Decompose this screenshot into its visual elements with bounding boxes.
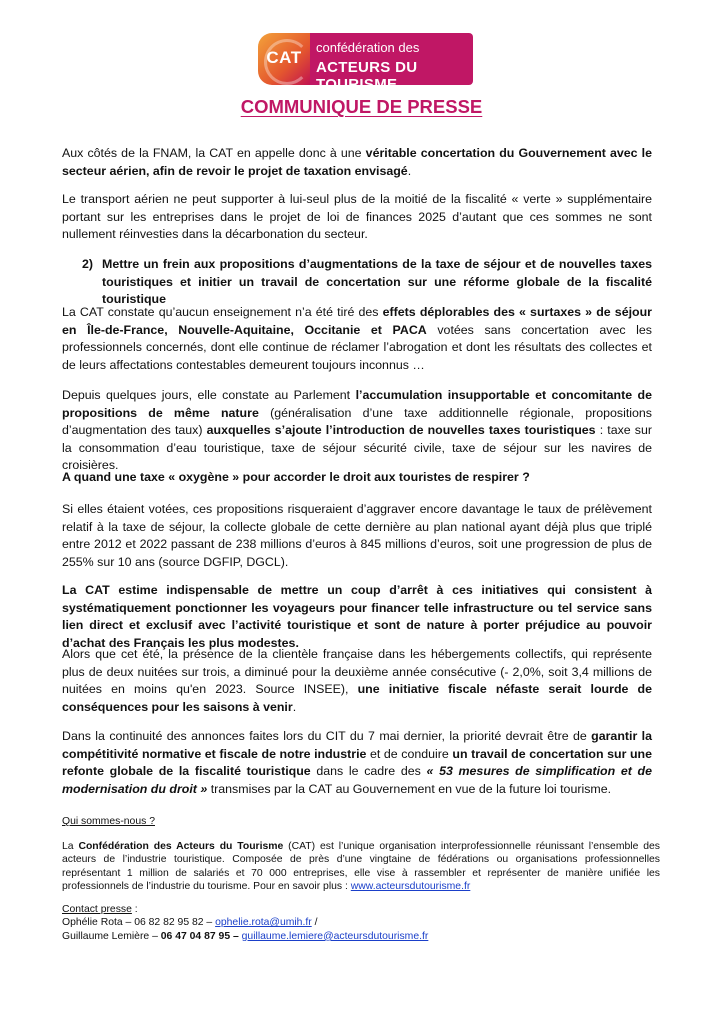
p1-text: Aux côtés de la FNAM, la CAT en appelle donc à une: [62, 146, 366, 160]
logo-wordmark: [310, 33, 473, 93]
logo-mark-text: CAT: [266, 48, 302, 67]
p8-text: Alors que cet été, la présence de la clientèle française dans les hébergements collectifs, qui représente plus de deux nuitées sur trois, a diminué pour la deuxième année consécutive (- 2,0%, soit 3,4 millions de nuitées en moins qu'en 2023. Source INSEE),: [62, 647, 652, 697]
p9-bold-italic: « 53 mesures de simplification et de modernisation du droit »: [62, 764, 652, 796]
about-heading: [62, 815, 660, 828]
p3-bold: effets déplorables des « surtaxes » de séjour en Île-de-France, Nouvelle-Aquitaine, Occitanie et PACA: [62, 305, 652, 337]
paragraph-6: Si elles étaient votées, ces propositions risqueraient d’aggraver encore davantage le taux de prélèvement relatif à la taxe de séjour, la collecte globale de cette dernière au plan national ayant déjà plus que triplé entre 2012 et 2022 passant de 238 millions d’euros à 845 millions d’euros, soit une progression de plus de 255% sur 10 ans (source DGFIP, DGCL).: [62, 502, 652, 569]
p4-bold-1: l’accumulation insupportable et concomitante de propositions de même nature: [62, 388, 652, 420]
item-text: Mettre un frein aux propositions d’augmentations de la taxe de séjour et de nouvelles taxes touristiques et initier un travail de concertation sur une réforme globale de la fiscalité touristique: [102, 257, 652, 307]
p1-bold: véritable concertation du Gouvernement avec le secteur aérien, afin de revoir le projet de taxation envisagé: [62, 146, 652, 178]
page-title: COMMUNIQUE DE PRESSE: [240, 96, 483, 117]
p9-bold-2: un travail de concertation sur une refonte globale de la fiscalité touristique: [62, 746, 653, 779]
contact-block: [62, 903, 660, 943]
logo-line-1: confédération des: [316, 40, 420, 55]
p1-end: .: [407, 163, 412, 178]
p4-end: : taxe sur la consommation d’eau touristique, taxe de séjour sécurité civile, taxe de séjour sur les navires de croisières.: [62, 423, 653, 473]
about-text-start: La: [62, 841, 79, 852]
contact-heading: Contact presse: [62, 904, 132, 915]
p9-bold-1: garantir la compétitivité normative et fiscale de notre industrie: [62, 729, 652, 761]
paragraph-7: La CAT estime indispensable de mettre un coup d’arrêt à ces initiatives qui consistent à systématiquement ponctionner les voyageurs pour financer telle infrastructure ou tel service sans lien direct et exclusif avec l’activité touristique et sont de nature à porter préjudice au pouvoir d’achat des Français les plus modestes.: [62, 583, 652, 650]
logo-line-2: ACTEURS DU TOURISME: [316, 59, 418, 93]
about-paragraph: [62, 840, 660, 894]
paragraph-8: [62, 646, 652, 716]
p8-bold: une initiative fiscale néfaste serait lourde de conséquences pour les saisons à venir: [62, 682, 652, 714]
contact-1-email-link[interactable]: ophelie.rota@umih.fr: [215, 917, 312, 929]
p9-mid-2: dans le cadre des: [310, 764, 427, 779]
contact-1-name: Ophélie Rota – 06 82 82 95 82 –: [62, 917, 216, 929]
p4-bold-2: auxquelles s’ajoute l’introduction de nouvelles taxes touristiques: [206, 423, 596, 438]
item-number: 2): [82, 257, 94, 271]
logo-mark: [258, 33, 310, 85]
p3-text: La CAT constate qu’aucun enseignement n’a été tiré des: [62, 305, 383, 319]
cat-logo: [258, 33, 473, 93]
website-link[interactable]: www.acteursdutourisme.fr: [350, 881, 471, 893]
p8-end: .: [292, 699, 297, 714]
about-text: (CAT) est l’unique organisation interprofessionnelle réunissant l’ensemble des acteurs de l’industrie touristique. Composée de près d’une vingtaine de fédérations ou organisations professionnelles représentant 1 million de salariés et 70 000 entreprises, elle vise à rassembler et représenter de manière unifiée les professionnels de l’industrie du tourisme. Pour en savoir plus :: [62, 841, 660, 893]
contact-heading-suffix: :: [131, 904, 138, 915]
paragraph-9: [62, 728, 652, 798]
about-heading-text: Qui sommes-nous ?: [62, 816, 155, 827]
p9-end: transmises par la CAT au Gouvernement en vue de la future loi tourisme.: [207, 781, 612, 796]
about-org-name: Confédération des Acteurs du Tourisme: [78, 841, 284, 852]
paragraph-5-question: A quand une taxe « oxygène » pour accorder le droit aux touristes de respirer ?: [62, 470, 530, 484]
paragraph-2: Le transport aérien ne peut supporter à lui-seul plus de la moitié de la fiscalité « verte » supplémentaire portant sur les entreprises dans le projet de loi de finances 2025 d’autant que ces sommes ne sont nullement réinvesties dans la décarbonation du secteur.: [62, 192, 652, 242]
contact-2-phone: 06 47 04 87 95 –: [160, 930, 242, 942]
p9-text: Dans la continuité des annonces faites lors du CIT du 7 mai dernier, la priorité devrait être de: [62, 729, 592, 743]
contact-1-suffix: /: [311, 917, 318, 929]
p4-mid: (généralisation d’une taxe additionnelle régionale, propositions d’augmentation des taux): [62, 405, 653, 438]
paragraph-1: [62, 145, 652, 180]
p3-end: votées sans concertation avec les professionnels concernés, dont elle continue de réclamer l’abrogation et dont les résultats des collectes et de leurs affectations contestables demeurent toujours inconnus …: [62, 322, 653, 372]
paragraph-3: [62, 304, 652, 374]
paragraph-4: [62, 387, 652, 475]
p4-text: Depuis quelques jours, elle constate au Parlement: [62, 388, 356, 402]
contact-2-email-link[interactable]: guillaume.lemiere@acteursdutourisme.fr: [241, 930, 429, 942]
contact-2-name: Guillaume Lemière –: [62, 930, 161, 942]
numbered-item-2: [82, 256, 652, 309]
p9-mid-1: et de conduire: [366, 746, 453, 761]
